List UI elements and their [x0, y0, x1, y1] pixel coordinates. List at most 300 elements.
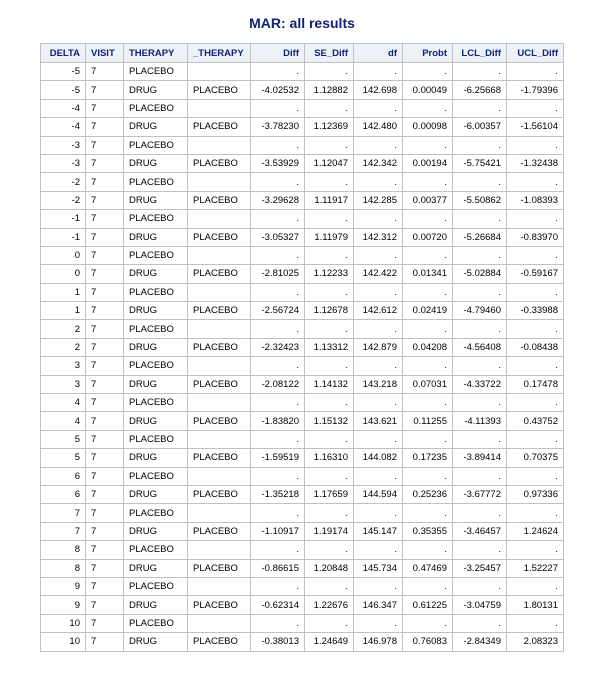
cell-se-diff: 1.19174 [305, 522, 354, 540]
cell-therapy: DRUG [124, 228, 188, 246]
cell-probt: . [403, 99, 453, 117]
cell-lcl-diff: . [453, 99, 507, 117]
cell-therapy: DRUG [124, 191, 188, 209]
cell-df: 142.698 [354, 81, 403, 99]
cell-delta: -4 [41, 118, 86, 136]
cell-diff: . [251, 63, 305, 81]
cell-df: . [354, 430, 403, 448]
cell-df: . [354, 614, 403, 632]
cell-df: . [354, 136, 403, 154]
cell-therapy: PLACEBO [124, 467, 188, 485]
cell-diff: . [251, 246, 305, 264]
cell-df: 142.879 [354, 338, 403, 356]
table-header [41, 44, 564, 63]
table-row [41, 577, 564, 595]
cell-lcl-diff: . [453, 283, 507, 301]
cell-underscore-therapy: PLACEBO [188, 522, 251, 540]
cell-probt: . [403, 614, 453, 632]
cell-ucl-diff: 1.80131 [507, 596, 564, 614]
table-row [41, 357, 564, 375]
table-row [41, 283, 564, 301]
cell-therapy: DRUG [124, 154, 188, 172]
cell-lcl-diff: -3.46457 [453, 522, 507, 540]
cell-probt: . [403, 467, 453, 485]
cell-underscore-therapy [188, 541, 251, 559]
cell-therapy: DRUG [124, 559, 188, 577]
cell-visit: 7 [86, 394, 124, 412]
cell-ucl-diff: 0.70375 [507, 449, 564, 467]
table-row [41, 210, 564, 228]
cell-se-diff: . [305, 430, 354, 448]
table-row [41, 614, 564, 632]
cell-ucl-diff: . [507, 467, 564, 485]
cell-therapy: DRUG [124, 633, 188, 651]
cell-delta: -3 [41, 154, 86, 172]
cell-probt: . [403, 577, 453, 595]
cell-se-diff: . [305, 99, 354, 117]
cell-lcl-diff: -4.11393 [453, 412, 507, 430]
table-row [41, 485, 564, 503]
cell-therapy: PLACEBO [124, 357, 188, 375]
cell-diff: . [251, 541, 305, 559]
cell-ucl-diff: . [507, 210, 564, 228]
cell-diff: -1.35218 [251, 485, 305, 503]
table-row [41, 449, 564, 467]
cell-df: 142.285 [354, 191, 403, 209]
cell-se-diff: 1.12678 [305, 302, 354, 320]
cell-delta: -5 [41, 63, 86, 81]
cell-df: . [354, 173, 403, 191]
cell-therapy: DRUG [124, 375, 188, 393]
table-body [41, 63, 564, 652]
cell-visit: 7 [86, 302, 124, 320]
cell-diff: . [251, 614, 305, 632]
cell-df: 144.082 [354, 449, 403, 467]
cell-underscore-therapy: PLACEBO [188, 81, 251, 99]
cell-therapy: PLACEBO [124, 246, 188, 264]
cell-se-diff: 1.12233 [305, 265, 354, 283]
cell-underscore-therapy [188, 504, 251, 522]
table-row [41, 118, 564, 136]
cell-therapy: PLACEBO [124, 210, 188, 228]
cell-ucl-diff: . [507, 541, 564, 559]
cell-delta: 5 [41, 449, 86, 467]
cell-diff: . [251, 467, 305, 485]
cell-delta: 9 [41, 577, 86, 595]
cell-se-diff: 1.16310 [305, 449, 354, 467]
cell-therapy: PLACEBO [124, 63, 188, 81]
cell-df: . [354, 283, 403, 301]
table-row [41, 504, 564, 522]
cell-ucl-diff: . [507, 283, 564, 301]
cell-underscore-therapy [188, 614, 251, 632]
cell-probt: . [403, 63, 453, 81]
cell-lcl-diff: . [453, 173, 507, 191]
cell-underscore-therapy: PLACEBO [188, 191, 251, 209]
cell-visit: 7 [86, 173, 124, 191]
cell-probt: . [403, 504, 453, 522]
cell-probt: 0.00194 [403, 154, 453, 172]
cell-diff: . [251, 320, 305, 338]
cell-diff: -1.83820 [251, 412, 305, 430]
cell-therapy: PLACEBO [124, 541, 188, 559]
cell-probt: 0.00720 [403, 228, 453, 246]
cell-diff: -3.29628 [251, 191, 305, 209]
cell-visit: 7 [86, 467, 124, 485]
cell-underscore-therapy: PLACEBO [188, 375, 251, 393]
cell-delta: 8 [41, 559, 86, 577]
cell-visit: 7 [86, 541, 124, 559]
cell-delta: -2 [41, 191, 86, 209]
cell-se-diff: 1.12882 [305, 81, 354, 99]
cell-underscore-therapy: PLACEBO [188, 485, 251, 503]
cell-therapy: PLACEBO [124, 504, 188, 522]
table-row [41, 173, 564, 191]
cell-probt: 0.00098 [403, 118, 453, 136]
col-header-therapy: THERAPY [124, 44, 188, 63]
cell-df: 145.147 [354, 522, 403, 540]
cell-ucl-diff: -0.33988 [507, 302, 564, 320]
cell-therapy: DRUG [124, 265, 188, 283]
cell-lcl-diff: . [453, 357, 507, 375]
cell-diff: . [251, 136, 305, 154]
cell-diff: -4.02532 [251, 81, 305, 99]
cell-lcl-diff: -3.04759 [453, 596, 507, 614]
cell-underscore-therapy [188, 430, 251, 448]
table-row [41, 246, 564, 264]
cell-df: 146.978 [354, 633, 403, 651]
table-row [41, 154, 564, 172]
cell-visit: 7 [86, 246, 124, 264]
cell-visit: 7 [86, 99, 124, 117]
cell-delta: 10 [41, 633, 86, 651]
cell-diff: -2.08122 [251, 375, 305, 393]
cell-underscore-therapy [188, 99, 251, 117]
table-row [41, 302, 564, 320]
cell-se-diff: . [305, 210, 354, 228]
cell-df: 143.218 [354, 375, 403, 393]
cell-lcl-diff: . [453, 136, 507, 154]
table-row [41, 191, 564, 209]
cell-se-diff: . [305, 320, 354, 338]
cell-underscore-therapy [188, 357, 251, 375]
table-row [41, 81, 564, 99]
col-header-ucl-diff: UCL_Diff [507, 44, 564, 63]
cell-probt: . [403, 320, 453, 338]
cell-probt: 0.35355 [403, 522, 453, 540]
col-header-delta: DELTA [41, 44, 86, 63]
cell-se-diff: . [305, 504, 354, 522]
cell-df: 143.621 [354, 412, 403, 430]
cell-lcl-diff: -3.67772 [453, 485, 507, 503]
cell-therapy: DRUG [124, 485, 188, 503]
cell-df: . [354, 210, 403, 228]
cell-probt: . [403, 173, 453, 191]
cell-se-diff: 1.24649 [305, 633, 354, 651]
cell-delta: 1 [41, 302, 86, 320]
cell-therapy: DRUG [124, 302, 188, 320]
cell-df: . [354, 357, 403, 375]
cell-delta: -4 [41, 99, 86, 117]
cell-df: 145.734 [354, 559, 403, 577]
cell-therapy: PLACEBO [124, 394, 188, 412]
cell-df: 142.342 [354, 154, 403, 172]
cell-visit: 7 [86, 614, 124, 632]
cell-ucl-diff: . [507, 577, 564, 595]
cell-se-diff: 1.11979 [305, 228, 354, 246]
cell-diff: . [251, 283, 305, 301]
cell-underscore-therapy: PLACEBO [188, 596, 251, 614]
cell-diff: . [251, 504, 305, 522]
cell-lcl-diff: -2.84349 [453, 633, 507, 651]
cell-therapy: PLACEBO [124, 99, 188, 117]
cell-ucl-diff: 2.08323 [507, 633, 564, 651]
cell-delta: 6 [41, 485, 86, 503]
cell-se-diff: . [305, 136, 354, 154]
cell-delta: 9 [41, 596, 86, 614]
cell-probt: . [403, 210, 453, 228]
cell-underscore-therapy: PLACEBO [188, 338, 251, 356]
cell-probt: 0.00049 [403, 81, 453, 99]
cell-diff: -0.62314 [251, 596, 305, 614]
cell-diff: . [251, 99, 305, 117]
cell-lcl-diff: -5.26684 [453, 228, 507, 246]
cell-visit: 7 [86, 430, 124, 448]
cell-probt: 0.11255 [403, 412, 453, 430]
cell-visit: 7 [86, 228, 124, 246]
cell-se-diff: 1.14132 [305, 375, 354, 393]
cell-df: . [354, 577, 403, 595]
cell-ucl-diff: -0.08438 [507, 338, 564, 356]
cell-delta: 7 [41, 504, 86, 522]
cell-lcl-diff: . [453, 320, 507, 338]
cell-ucl-diff: -1.56104 [507, 118, 564, 136]
cell-probt: . [403, 246, 453, 264]
cell-se-diff: . [305, 467, 354, 485]
table-row [41, 265, 564, 283]
cell-therapy: DRUG [124, 338, 188, 356]
cell-underscore-therapy [188, 577, 251, 595]
cell-df: . [354, 504, 403, 522]
cell-df: . [354, 541, 403, 559]
cell-diff: . [251, 394, 305, 412]
cell-lcl-diff: . [453, 430, 507, 448]
table-row [41, 228, 564, 246]
cell-visit: 7 [86, 522, 124, 540]
cell-lcl-diff: . [453, 467, 507, 485]
cell-ucl-diff: . [507, 136, 564, 154]
cell-underscore-therapy [188, 136, 251, 154]
table-row [41, 559, 564, 577]
cell-df: . [354, 467, 403, 485]
cell-lcl-diff: -4.33722 [453, 375, 507, 393]
cell-therapy: DRUG [124, 81, 188, 99]
results-table [40, 43, 564, 652]
cell-visit: 7 [86, 357, 124, 375]
cell-lcl-diff: -6.25668 [453, 81, 507, 99]
cell-se-diff: . [305, 246, 354, 264]
cell-ucl-diff: 1.24624 [507, 522, 564, 540]
cell-ucl-diff: -1.32438 [507, 154, 564, 172]
cell-ucl-diff: -0.59167 [507, 265, 564, 283]
cell-delta: 1 [41, 283, 86, 301]
cell-underscore-therapy: PLACEBO [188, 228, 251, 246]
cell-ucl-diff: . [507, 246, 564, 264]
cell-probt: 0.07031 [403, 375, 453, 393]
cell-probt: 0.17235 [403, 449, 453, 467]
cell-lcl-diff: . [453, 504, 507, 522]
cell-visit: 7 [86, 375, 124, 393]
cell-visit: 7 [86, 154, 124, 172]
cell-se-diff: 1.12369 [305, 118, 354, 136]
cell-lcl-diff: . [453, 541, 507, 559]
cell-df: 144.594 [354, 485, 403, 503]
cell-delta: 4 [41, 394, 86, 412]
cell-diff: . [251, 357, 305, 375]
cell-diff: -2.32423 [251, 338, 305, 356]
cell-df: . [354, 394, 403, 412]
cell-visit: 7 [86, 283, 124, 301]
table-row [41, 596, 564, 614]
cell-df: 142.480 [354, 118, 403, 136]
cell-se-diff: 1.20848 [305, 559, 354, 577]
cell-visit: 7 [86, 320, 124, 338]
table-row [41, 467, 564, 485]
cell-underscore-therapy: PLACEBO [188, 154, 251, 172]
cell-lcl-diff: -3.25457 [453, 559, 507, 577]
cell-diff: . [251, 210, 305, 228]
cell-lcl-diff: -5.75421 [453, 154, 507, 172]
col-header-se-diff: SE_Diff [305, 44, 354, 63]
cell-therapy: PLACEBO [124, 173, 188, 191]
cell-probt: 0.00377 [403, 191, 453, 209]
cell-se-diff: 1.13312 [305, 338, 354, 356]
cell-lcl-diff: -6.00357 [453, 118, 507, 136]
cell-underscore-therapy: PLACEBO [188, 118, 251, 136]
table-row [41, 430, 564, 448]
cell-underscore-therapy [188, 283, 251, 301]
cell-therapy: PLACEBO [124, 614, 188, 632]
cell-visit: 7 [86, 265, 124, 283]
cell-underscore-therapy: PLACEBO [188, 633, 251, 651]
cell-delta: -2 [41, 173, 86, 191]
cell-lcl-diff: -4.56408 [453, 338, 507, 356]
cell-probt: . [403, 283, 453, 301]
table-row [41, 320, 564, 338]
cell-therapy: DRUG [124, 522, 188, 540]
cell-ucl-diff: 0.17478 [507, 375, 564, 393]
cell-visit: 7 [86, 210, 124, 228]
col-header-df: df [354, 44, 403, 63]
cell-se-diff: . [305, 357, 354, 375]
cell-visit: 7 [86, 633, 124, 651]
cell-df: 146.347 [354, 596, 403, 614]
cell-delta: -1 [41, 228, 86, 246]
cell-probt: 0.47469 [403, 559, 453, 577]
cell-df: 142.312 [354, 228, 403, 246]
table-row [41, 633, 564, 651]
cell-diff: -3.53929 [251, 154, 305, 172]
cell-probt: . [403, 541, 453, 559]
cell-se-diff: . [305, 173, 354, 191]
cell-delta: 10 [41, 614, 86, 632]
cell-visit: 7 [86, 118, 124, 136]
cell-df: . [354, 246, 403, 264]
cell-underscore-therapy: PLACEBO [188, 449, 251, 467]
cell-probt: 0.02419 [403, 302, 453, 320]
cell-ucl-diff: -0.83970 [507, 228, 564, 246]
cell-therapy: PLACEBO [124, 430, 188, 448]
cell-se-diff: 1.22676 [305, 596, 354, 614]
cell-se-diff: . [305, 394, 354, 412]
cell-probt: . [403, 136, 453, 154]
cell-ucl-diff: . [507, 99, 564, 117]
table-row [41, 99, 564, 117]
report-title: MAR: all results [249, 15, 355, 31]
table-row [41, 338, 564, 356]
table-row [41, 394, 564, 412]
cell-delta: -3 [41, 136, 86, 154]
cell-therapy: DRUG [124, 412, 188, 430]
cell-lcl-diff: -5.50862 [453, 191, 507, 209]
cell-visit: 7 [86, 412, 124, 430]
cell-visit: 7 [86, 485, 124, 503]
cell-lcl-diff: -4.79460 [453, 302, 507, 320]
cell-probt: . [403, 394, 453, 412]
cell-visit: 7 [86, 81, 124, 99]
cell-diff: -0.38013 [251, 633, 305, 651]
cell-therapy: DRUG [124, 596, 188, 614]
col-header-visit: VISIT [86, 44, 124, 63]
cell-delta: 2 [41, 338, 86, 356]
cell-df: 142.612 [354, 302, 403, 320]
cell-therapy: PLACEBO [124, 283, 188, 301]
cell-delta: 4 [41, 412, 86, 430]
cell-visit: 7 [86, 191, 124, 209]
cell-visit: 7 [86, 63, 124, 81]
cell-df: 142.422 [354, 265, 403, 283]
col-header-diff: Diff [251, 44, 305, 63]
cell-probt: 0.61225 [403, 596, 453, 614]
cell-lcl-diff: . [453, 210, 507, 228]
cell-probt: 0.76083 [403, 633, 453, 651]
cell-probt: . [403, 357, 453, 375]
cell-se-diff: 1.12047 [305, 154, 354, 172]
cell-underscore-therapy: PLACEBO [188, 302, 251, 320]
cell-ucl-diff: . [507, 394, 564, 412]
cell-diff: -2.81025 [251, 265, 305, 283]
cell-probt: 0.25236 [403, 485, 453, 503]
cell-therapy: DRUG [124, 118, 188, 136]
cell-se-diff: . [305, 541, 354, 559]
cell-se-diff: 1.17659 [305, 485, 354, 503]
cell-se-diff: . [305, 577, 354, 595]
cell-se-diff: 1.11917 [305, 191, 354, 209]
cell-ucl-diff: -1.08393 [507, 191, 564, 209]
cell-delta: 3 [41, 357, 86, 375]
cell-diff: -0.86615 [251, 559, 305, 577]
cell-visit: 7 [86, 136, 124, 154]
cell-visit: 7 [86, 449, 124, 467]
cell-probt: 0.04208 [403, 338, 453, 356]
cell-therapy: PLACEBO [124, 136, 188, 154]
cell-ucl-diff: . [507, 504, 564, 522]
cell-therapy: PLACEBO [124, 577, 188, 595]
cell-lcl-diff: -5.02884 [453, 265, 507, 283]
col-header-probt: Probt [403, 44, 453, 63]
cell-diff: . [251, 577, 305, 595]
cell-diff: . [251, 173, 305, 191]
